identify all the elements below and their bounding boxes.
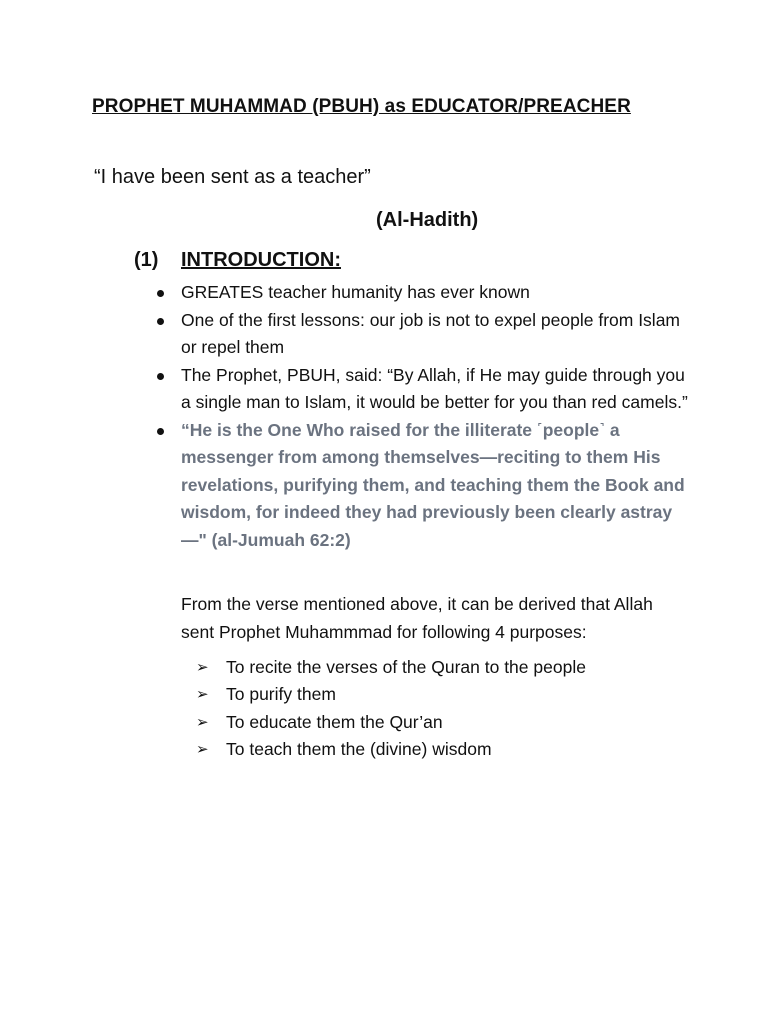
section-heading	[134, 249, 341, 272]
purpose-text: To recite the verses of the Quran to the people	[226, 657, 586, 677]
quran-verse-item	[181, 417, 691, 555]
purpose-item	[196, 654, 586, 681]
introduction-bullet-list	[181, 279, 691, 554]
list-item	[181, 279, 691, 307]
arrowhead-bullet-icon: ➢	[196, 658, 209, 676]
section-heading-label: INTRODUCTION:	[181, 249, 341, 271]
bullet-text: One of the first lessons: our job is not to expel people from Islam or repel them	[181, 309, 680, 357]
document-title: PROPHET MUHAMMAD (PBUH) as EDUCATOR/PREACHER	[92, 96, 631, 117]
arrowhead-bullet-icon: ➢	[196, 685, 209, 704]
purpose-text: To educate them the Qur’an	[226, 711, 443, 732]
bullet-dot-icon	[157, 373, 164, 380]
purpose-text: To purify them	[226, 684, 336, 705]
arrowhead-bullet-icon: ➢	[196, 739, 209, 758]
bullet-text: GREATES teacher humanity has ever known	[181, 282, 530, 302]
purposes-intro-paragraph: From the verse mentioned above, it can be derived that Allah sent Prophet Muhammmad for following 4 purposes:	[181, 594, 653, 642]
bullet-dot-icon	[157, 428, 164, 435]
bullet-dot-icon	[157, 290, 164, 297]
purpose-text: To teach them the (divine) wisdom	[226, 738, 492, 759]
purpose-item	[196, 709, 586, 736]
list-item	[181, 307, 691, 362]
list-item	[181, 362, 691, 417]
bullet-text: The Prophet, PBUH, said: “By Allah, if He may guide through you a single man to Islam, it would be better for you than red camels.”	[181, 364, 688, 412]
section-number: (1)	[134, 249, 159, 271]
arrowhead-bullet-icon: ➢	[196, 712, 209, 731]
epigraph-quote: “I have been sent as a teacher”	[94, 166, 371, 188]
quran-verse-text: “He is the One Who raised for the illiterate ˹people˺ a messenger from among themselves—reciting to them His revelations, purifying them, and teaching them the Book and wisdom, for indeed they had previously been clearly astray—" (al-Jumuah 62:2)	[181, 419, 685, 550]
bullet-dot-icon	[157, 318, 164, 325]
purpose-item	[196, 736, 586, 763]
purpose-item	[196, 681, 586, 708]
purposes-list	[196, 654, 586, 763]
epigraph-source: (Al-Hadith)	[376, 209, 479, 231]
